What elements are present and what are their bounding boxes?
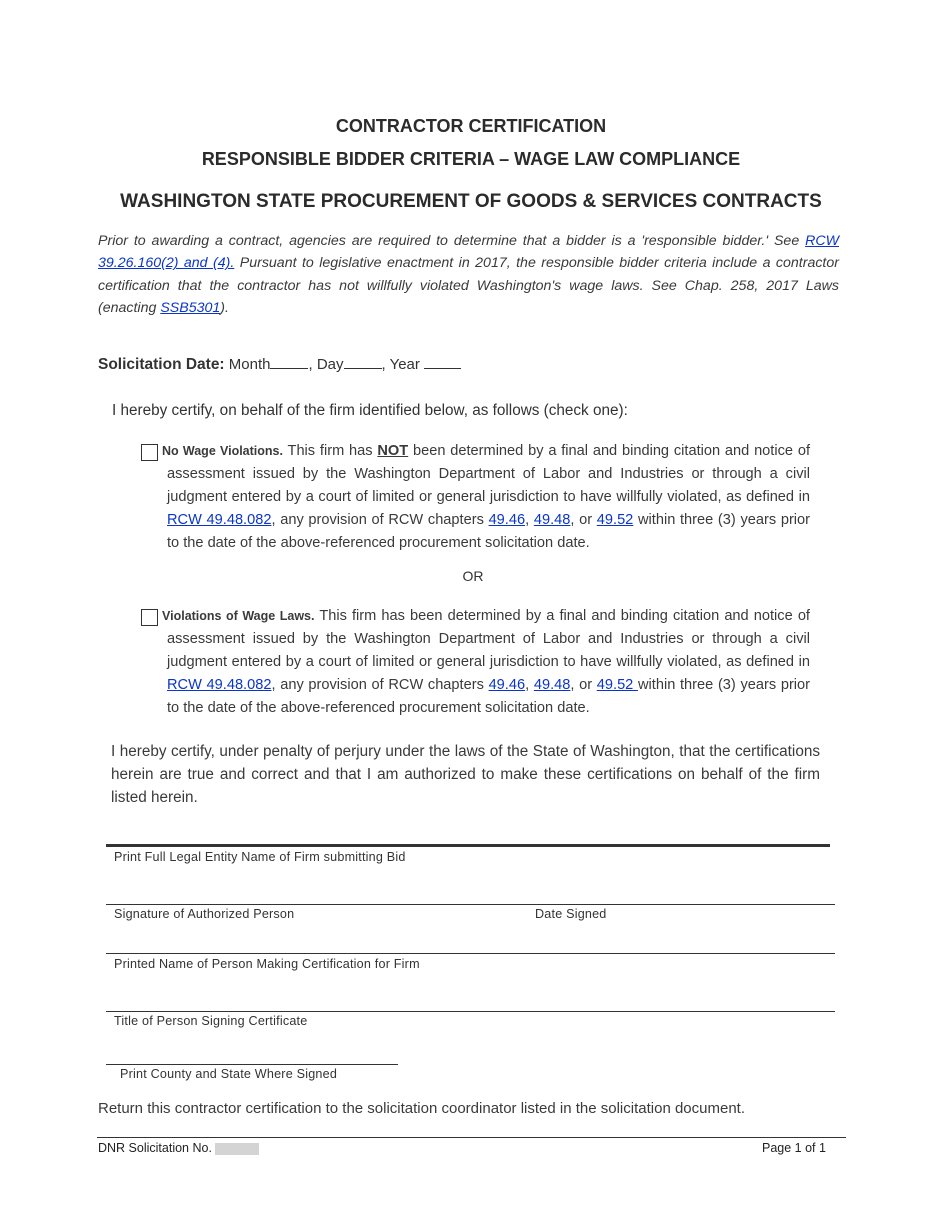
not-emphasis: NOT bbox=[377, 443, 409, 459]
certify-intro: I hereby certify, on behalf of the firm identified below, as follows (check one): bbox=[112, 402, 628, 419]
year-field[interactable] bbox=[424, 354, 461, 369]
firm-name-line[interactable] bbox=[106, 844, 830, 847]
option1-text-1: This firm has bbox=[282, 443, 378, 459]
month-label: Month bbox=[228, 356, 271, 373]
title-contractor-certification: CONTRACTOR CERTIFICATION bbox=[335, 116, 607, 136]
no-wage-violations-checkbox[interactable] bbox=[141, 444, 158, 461]
title-responsible-bidder: RESPONSIBLE BIDDER CRITERIA – WAGE LAW COMPLIANCE bbox=[201, 149, 741, 169]
rcw-49-48-082-link[interactable]: RCW 49.48.082 bbox=[167, 677, 272, 693]
signature-label: Signature of Authorized Person bbox=[114, 907, 295, 921]
date-signed-label: Date Signed bbox=[535, 907, 607, 921]
ssb5301-link[interactable]: SSB5301 bbox=[160, 300, 221, 317]
intro-text-2: Pursuant to legislative enactment in 2017, the responsible bidder criteria include a contractor certification that the contractor has not willfully violated Washington's wage laws. See Chap. 258, 2017 Laws (enacting bbox=[98, 255, 839, 317]
day-label: , Day bbox=[308, 356, 344, 373]
option2-text-3: within three (3) years prior to the date of the above-referenced procurement solicitation date. bbox=[167, 677, 811, 716]
chapter-49-52-link[interactable]: 49.52 bbox=[596, 677, 638, 693]
rcw-39-26-160-link[interactable]: RCW 39.26.160(2) and (4). bbox=[98, 233, 839, 272]
footer-solicitation-number bbox=[98, 1141, 259, 1155]
intro-text-1: Prior to awarding a contract, agencies are required to determine that a bidder is a 'responsible bidder.' See bbox=[98, 233, 806, 249]
solicitation-date-row bbox=[98, 354, 461, 374]
chapter-49-52-link[interactable]: 49.52 bbox=[596, 512, 634, 528]
page-number: Page 1 of 1 bbox=[762, 1141, 826, 1155]
option-no-wage-violations bbox=[162, 440, 811, 555]
option-violations-of-wage-laws bbox=[162, 605, 811, 720]
chapter-49-46-link[interactable]: 49.46 bbox=[488, 512, 526, 528]
day-field[interactable] bbox=[344, 354, 382, 369]
return-instructions: Return this contractor certification to the solicitation coordinator listed in the solicitation document. bbox=[98, 1100, 745, 1117]
option1-text-4: within three (3) years prior to the date of the above-referenced procurement solicitation date. bbox=[167, 512, 811, 551]
separator: , bbox=[525, 512, 534, 528]
firm-name-label: Print Full Legal Entity Name of Firm submitting Bid bbox=[114, 850, 406, 864]
no-wage-violations-heading: No Wage Violations. bbox=[162, 444, 283, 458]
printed-name-label: Printed Name of Person Making Certification for Firm bbox=[114, 957, 420, 971]
violations-of-wage-laws-checkbox[interactable] bbox=[141, 609, 158, 626]
option1-text-3: , any provision of RCW chapters bbox=[271, 512, 489, 528]
county-state-line[interactable] bbox=[106, 1064, 398, 1065]
perjury-statement: I hereby certify, under penalty of perjury under the laws of the State of Washington, that the certifications herein are true and correct and that I am authorized to make these certifications on behalf of the firm listed herein. bbox=[111, 743, 820, 806]
violations-of-wage-laws-heading: Violations of Wage Laws. bbox=[162, 609, 315, 623]
or-divider-text: OR bbox=[462, 568, 484, 584]
chapter-49-48-link[interactable]: 49.48 bbox=[533, 677, 571, 693]
option2-text-1: This firm has been determined by a final and binding citation and notice of assessment issued by the Washington Department of Labor and Industries or through a civil judgment entered by a court of limited or general jurisdiction to have willfully violated, as defined in bbox=[167, 608, 810, 670]
option1-text-2: been determined by a final and binding citation and notice of assessment issued by the Washington Department of Labor and Industries or through a civil judgment entered by a court of limited or general jurisdiction to have willfully violated, as defined in bbox=[167, 443, 810, 505]
separator: , or bbox=[570, 512, 597, 528]
chapter-49-48-link[interactable]: 49.48 bbox=[533, 512, 571, 528]
separator: , bbox=[525, 677, 534, 693]
intro-text-3: ). bbox=[220, 300, 229, 317]
separator: , or bbox=[570, 677, 597, 693]
county-state-label: Print County and State Where Signed bbox=[120, 1067, 338, 1081]
intro-paragraph bbox=[98, 230, 839, 320]
solicitation-date-label: Solicitation Date: bbox=[98, 356, 225, 373]
solicitation-number-label: DNR Solicitation No. bbox=[98, 1141, 212, 1155]
chapter-49-46-link[interactable]: 49.46 bbox=[488, 677, 526, 693]
printed-name-line[interactable] bbox=[106, 953, 835, 954]
year-label: , Year bbox=[381, 356, 420, 373]
title-procurement: WASHINGTON STATE PROCUREMENT OF GOODS & SERVICES CONTRACTS bbox=[120, 191, 822, 212]
title-label: Title of Person Signing Certificate bbox=[114, 1014, 308, 1028]
signature-line[interactable] bbox=[106, 904, 835, 905]
solicitation-number-field[interactable] bbox=[215, 1143, 259, 1155]
option2-text-2: , any provision of RCW chapters bbox=[271, 677, 489, 693]
footer-divider bbox=[97, 1137, 846, 1138]
month-field[interactable] bbox=[270, 354, 308, 369]
rcw-49-48-082-link[interactable]: RCW 49.48.082 bbox=[167, 512, 272, 528]
title-line[interactable] bbox=[106, 1011, 835, 1012]
